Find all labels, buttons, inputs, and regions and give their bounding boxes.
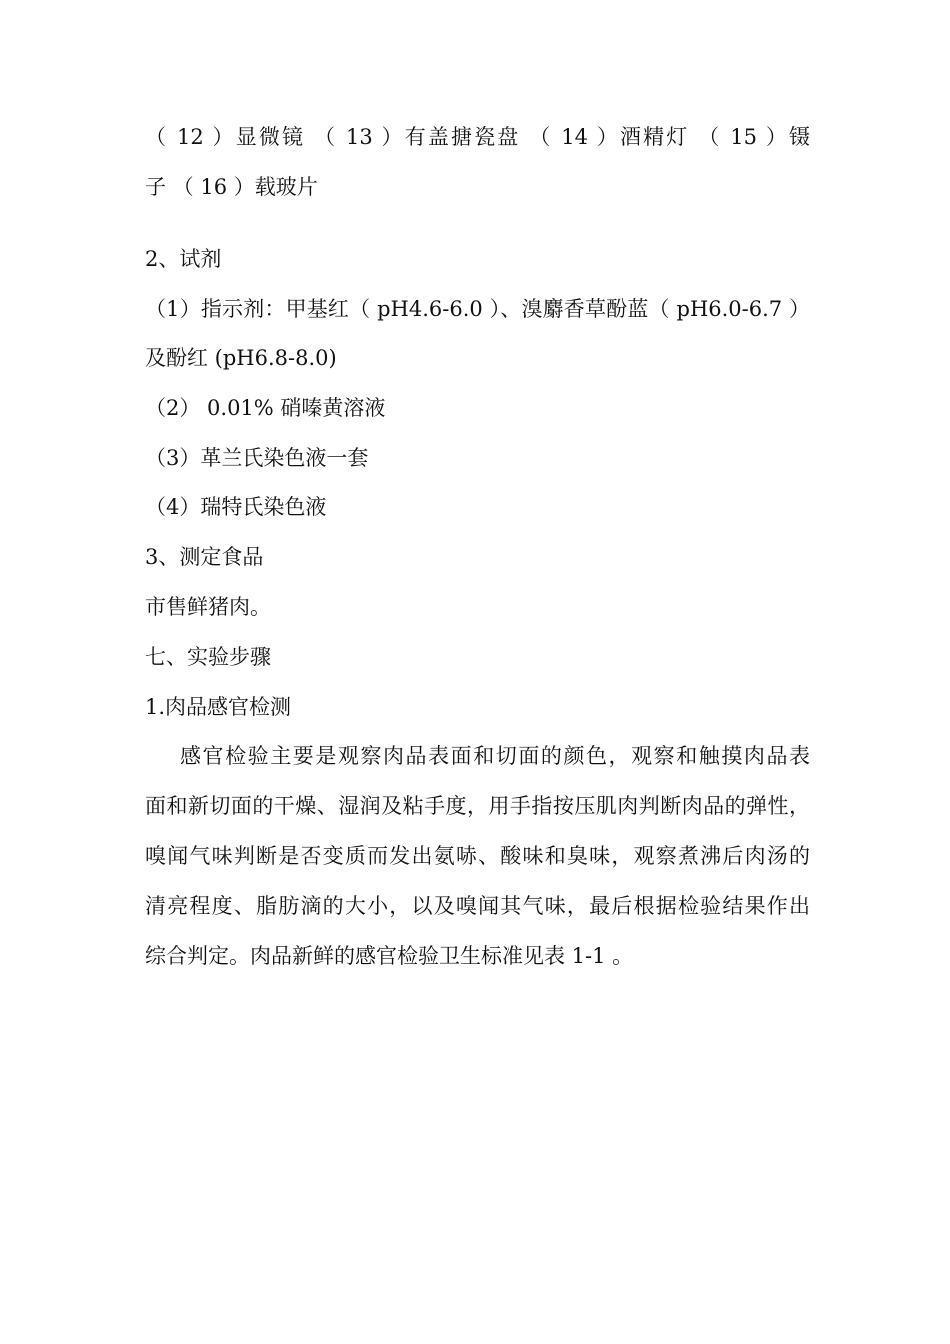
step-1-heading: 1.肉品感官检测 [145,695,292,719]
equipment-line-2: 子 （ 16 ）载玻片 [145,175,318,199]
reagent-1-line-2: 及酚红 (pH6.8-8.0) [145,346,337,370]
paragraph-line: 综合判定。肉品新鲜的感官检验卫生标准见表 1-1 。 [145,944,634,968]
reagent-1-line-1: （1）指示剂：甲基红（ pH4.6-6.0 ）、溴麝香草酚蓝（ pH6.0-6.7 ） [145,297,810,321]
paragraph-line: 清亮程度、脂肪滴的大小，以及嗅闻其气味，最后根据检验结果作出 [145,894,810,918]
paragraph-line: 感官检验主要是观察肉品表面和切面的颜色，观察和触摸肉品表 [180,744,810,768]
reagent-2: （2） 0.01% 硝嗪黄溶液 [145,396,386,420]
food-text: 市售鲜猪肉。 [145,595,271,619]
reagents-heading: 2、试剂 [145,247,222,271]
equipment-line-1: （ 12 ）显微镜 （ 13 ）有盖搪瓷盘 （ 14 ）酒精灯 （ 15 ）镊 [145,125,810,149]
paragraph-line: 嗅闻气味判断是否变质而发出氨哧、酸味和臭味，观察煮沸后肉汤的 [145,844,810,868]
paragraph-line: 面和新切面的干燥、湿润及粘手度，用手指按压肌肉判断肉品的弹性， [145,794,810,818]
steps-heading: 七、实验步骤 [145,645,271,669]
reagent-3: （3）革兰氏染色液一套 [145,446,369,470]
food-heading: 3、测定食品 [145,545,264,569]
reagent-4: （4）瑞特氏染色液 [145,495,327,519]
